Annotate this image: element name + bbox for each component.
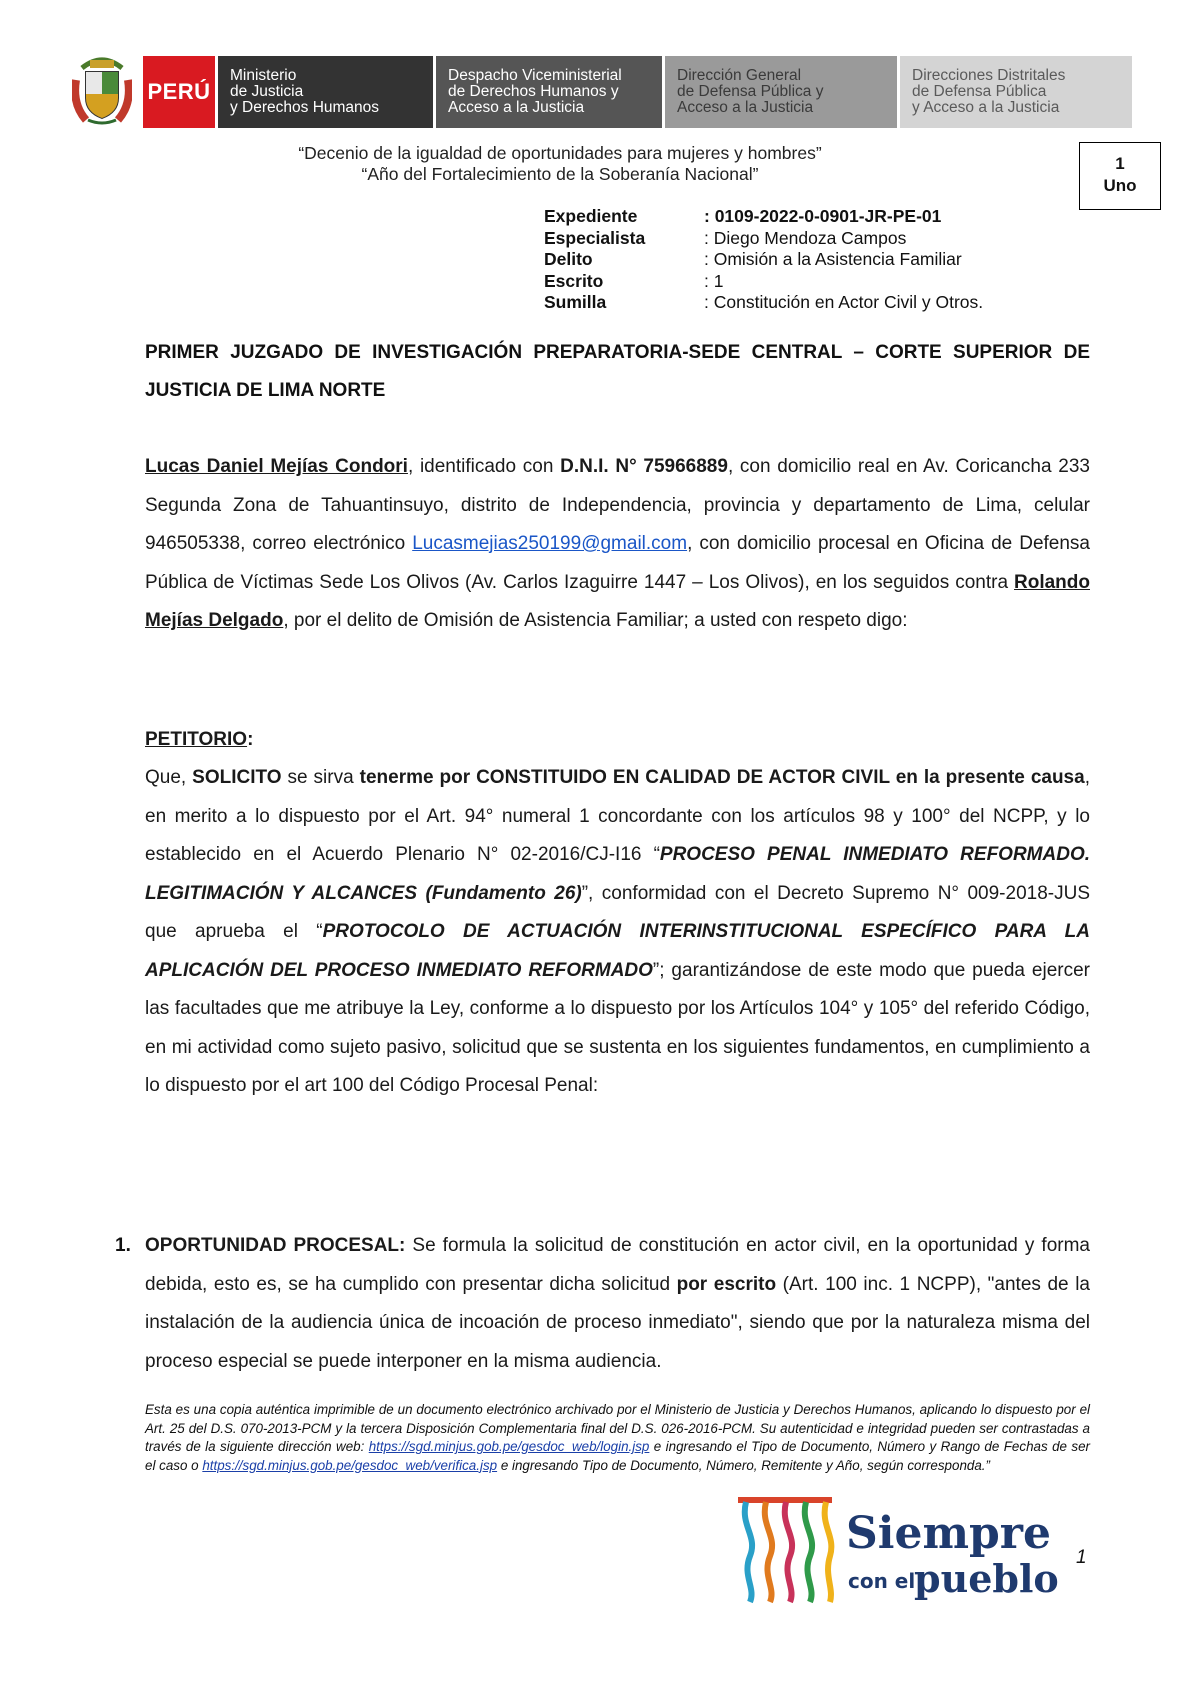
header-block-ministerio (218, 56, 433, 128)
meta-key: Especialista (544, 227, 646, 248)
meta-value: : Diego Mendoza Campos (704, 227, 907, 248)
header-line: de Defensa Pública (912, 83, 1047, 100)
page-count-word: Uno (1103, 176, 1137, 195)
decenio-line: “Decenio de la igualdad de oportunidades para mujeres y hombres” (298, 143, 822, 163)
actor-civil-request: tenerme por CONSTITUIDO EN CALIDAD DE ACTOR CIVIL en la presente causa (359, 767, 1085, 788)
authenticity-footnote (145, 1401, 1090, 1475)
header-block-despacho (436, 56, 662, 128)
intro-text: , por el delito de Omisión de Asistencia Familiar; a usted con respeto digo: (283, 610, 908, 631)
item1-text: Se formula la solicitud de constitución en actor civil, en la oportunidad y forma debida, esto es, se ha cumplido con presentar dicha solicitud (145, 1235, 1090, 1295)
header-block-direcciones-distritales (900, 56, 1132, 128)
item1-text: (Art. 100 inc. 1 NCPP), "antes de la instalación de la audiencia única de incoación de proceso inmediato", siendo que por la naturaleza misma del proceso especial se puede interponer en la misma audiencia. (145, 1273, 1090, 1372)
acuerdo-title: PROCESO PENAL INMEDIATO REFORMADO. LEGITIMACIÓN Y ALCANCES (Fundamento 26) (145, 844, 1090, 904)
header-line: Acceso a la Justicia (677, 99, 814, 116)
solicito-keyword: SOLICITO (192, 767, 282, 788)
footnote-text: e ingresando el Tipo de Documento, Número y Rango de Fechas de ser el caso o (145, 1439, 1090, 1473)
email-link[interactable]: Lucasmejias250199@gmail.com (412, 533, 688, 554)
header-line: Dirección General (677, 67, 802, 84)
meta-value: : Omisión a la Asistencia Familiar (704, 249, 962, 269)
page-count-number: 1 (1115, 154, 1125, 173)
meta-row-expediente (544, 206, 983, 228)
meta-row-especialista (544, 228, 983, 250)
header-line: y Derechos Humanos (230, 99, 380, 116)
petitorio-text: ”; garantizándose de este modo que pueda ejercer las facultades que me atribuye la Ley, conforme a lo dispuesto por los Artículos 104° y 105° del referido Código, en mi actividad como sujeto pasivo, solicitud que se sustenta en los siguientes fundamentos, en cumplimiento a lo dispuesto por el art 100 del Código Procesal Penal: (145, 959, 1090, 1096)
dni-number: D.N.I. N° 75966889 (560, 456, 728, 477)
petitorio-paragraph (145, 759, 1090, 1106)
meta-key: Expediente (544, 206, 638, 226)
petitioner-name: Lucas Daniel Mejías Condori (145, 456, 408, 477)
verifica-link[interactable]: https://sgd.minjus.gob.pe/gesdoc_web/verifica.jsp (202, 1457, 498, 1473)
case-metadata (544, 206, 983, 314)
page-count-box (1079, 142, 1161, 210)
petitorio-heading (145, 721, 1090, 760)
meta-value: : 1 (704, 270, 724, 291)
header-line: y Acceso a la Justicia (912, 99, 1060, 116)
meta-value: : 0109-2022-0-0901-JR-PE-01 (704, 206, 942, 226)
header-line: de Derechos Humanos y (448, 83, 619, 100)
svg-text:pueblo: pueblo (914, 1556, 1059, 1601)
meta-row-delito (544, 249, 983, 271)
intro-text: , identificado con (407, 456, 561, 477)
peru-logo: PERÚ (143, 56, 215, 128)
header-block-direccion-general (665, 56, 897, 128)
page-number: 1 (1076, 1547, 1087, 1568)
protocolo-title: PROTOCOLO DE ACTUACIÓN INTERINSTITUCIONAL ESPECÍFICO PARA LA APLICACIÓN DEL PROCESO INMEDIATO REFORMADO (145, 921, 1090, 981)
intro-paragraph (145, 448, 1090, 641)
header-line: de Justicia (230, 83, 304, 100)
coat-of-arms-icon (72, 50, 132, 126)
meta-key: Delito (544, 249, 593, 269)
siempre-con-el-pueblo-logo (736, 1496, 1076, 1606)
petitorio-text: ”, conformidad con el Decreto Supremo N° 009-2018-JUS que aprueba el “ (145, 882, 1090, 942)
court-heading: PRIMER JUZGADO DE INVESTIGACIÓN PREPARATORIA-SEDE CENTRAL – CORTE SUPERIOR DE JUSTICIA DE LIMA NORTE (145, 342, 1090, 401)
meta-key: Escrito (544, 270, 604, 291)
petitorio-text: , en merito a lo dispuesto por el Art. 94° numeral 1 concordante con los artículos 98 y 100° del NCPP, y lo establecido en el Acuerdo Plenario N° 02-2016/CJ-I16 “ (145, 767, 1090, 865)
item1-heading: OPORTUNIDAD PROCESAL: (145, 1235, 406, 1256)
item1-bold: por escrito (676, 1273, 777, 1295)
petitorio-title: PETITORIO (145, 729, 248, 750)
header-line: Despacho Viceministerial (448, 67, 622, 84)
meta-row-escrito (544, 271, 983, 293)
anio-line: “Año del Fortalecimiento de la Soberanía Nacional” (361, 164, 759, 184)
ribbons-icon (736, 1496, 1076, 1606)
petitorio-text: se sirva (281, 767, 360, 788)
meta-value: : Constitución en Actor Civil y Otros. (704, 292, 984, 312)
svg-text:Siempre: Siempre (846, 1508, 1051, 1559)
header-line: Acceso a la Justicia (448, 99, 585, 116)
header-line: de Defensa Pública y (677, 83, 824, 100)
petitorio-colon: : (247, 729, 254, 750)
petitorio-text: Que, (145, 767, 193, 788)
header-line: Direcciones Distritales (912, 67, 1066, 84)
defendant-name: Rolando Mejías Delgado (145, 571, 1090, 631)
meta-row-sumilla (544, 292, 983, 314)
intro-text: , con domicilio real en Av. Coricancha 233 Segunda Zona de Tahuantinsuyo, distrito de Independencia, provincia y departamento de Lima, celular 946505338, correo electrónico (145, 456, 1090, 554)
item1-paragraph (145, 1227, 1090, 1381)
footnote-text: Esta es una copia auténtica imprimible de un documento electrónico archivado por el Ministerio de Justicia y Derechos Humanos, aplicando lo dispuesto por el Art. 25 del D.S. 070-2013-PCM y la tercera Disposición Complementaria final del D.S. 026-2016-PCM. Su autenticidad e integridad pueden ser contrastadas a través de la siguiente dirección web: (145, 1402, 1090, 1455)
header-line: Ministerio (230, 67, 297, 84)
item-number: 1. (115, 1235, 131, 1256)
meta-key: Sumilla (544, 292, 607, 312)
footnote-text: e ingresando Tipo de Documento, Número, Remitente y Año, según corresponda.” (497, 1457, 990, 1473)
intro-text: , con domicilio procesal en Oficina de Defensa Pública de Víctimas Sede Los Olivos (Av. Carlos Izaguirre 1447 – Los Olivos), en los seguidos contra (145, 533, 1090, 593)
login-link[interactable]: https://sgd.minjus.gob.pe/gesdoc_web/login.jsp (368, 1439, 650, 1455)
svg-text:con el: con el (848, 1569, 916, 1593)
